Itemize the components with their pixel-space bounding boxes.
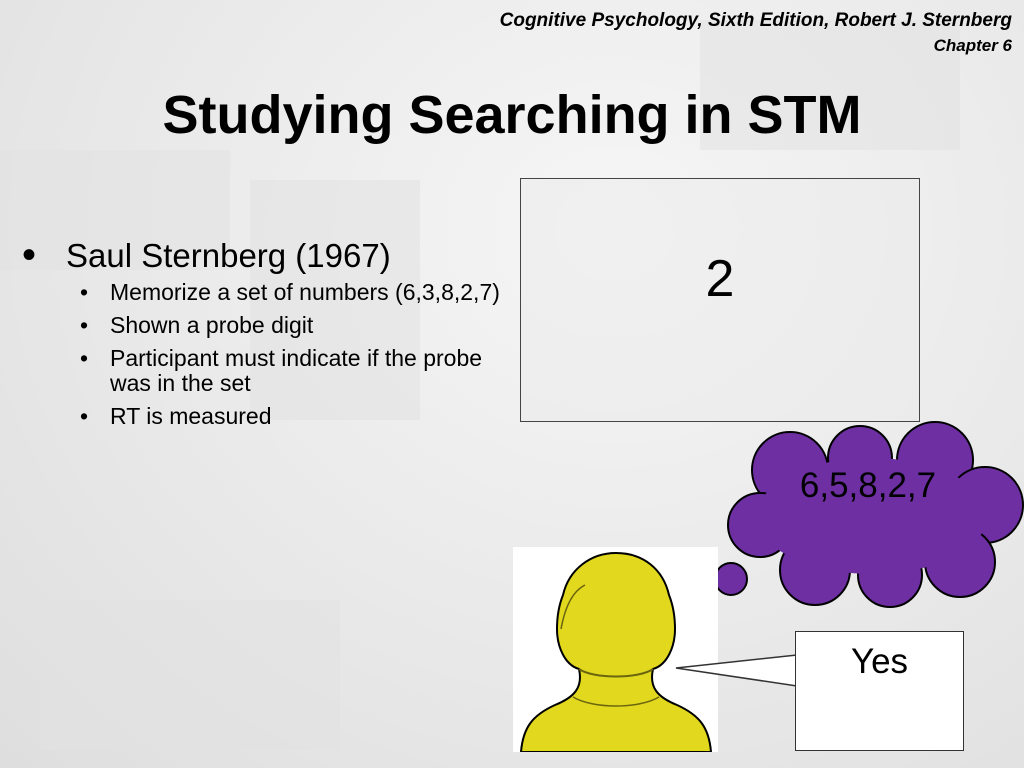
response-text: Yes — [850, 642, 909, 681]
chapter-label: Chapter 6 — [933, 36, 1012, 55]
sub-bullet-text: Shown a probe digit — [110, 312, 314, 338]
sub-bullet-text: RT is measured — [110, 403, 272, 429]
main-bullet-text: Saul Sternberg (1967) — [66, 237, 391, 274]
bullet-dot-icon: • — [80, 345, 89, 371]
bullet-dot-icon: • — [22, 233, 37, 277]
probe-digit: 2 — [705, 250, 735, 308]
thought-text: 6,5,8,2,7 — [799, 466, 937, 505]
bullet-dot-icon: • — [80, 403, 89, 429]
book-citation: Cognitive Psychology, Sixth Edition, Robert J. Sternberg — [499, 10, 1012, 31]
slide-title: Studying Searching in STM — [162, 85, 862, 145]
bullet-dot-icon: • — [80, 279, 89, 305]
sub-bullet-text: Memorize a set of numbers (6,3,8,2,7) — [110, 279, 500, 305]
bullet-dot-icon: • — [80, 312, 89, 338]
response-box — [795, 631, 964, 751]
sub-bullet-text: Participant must indicate if the probe was in the set — [110, 345, 483, 396]
